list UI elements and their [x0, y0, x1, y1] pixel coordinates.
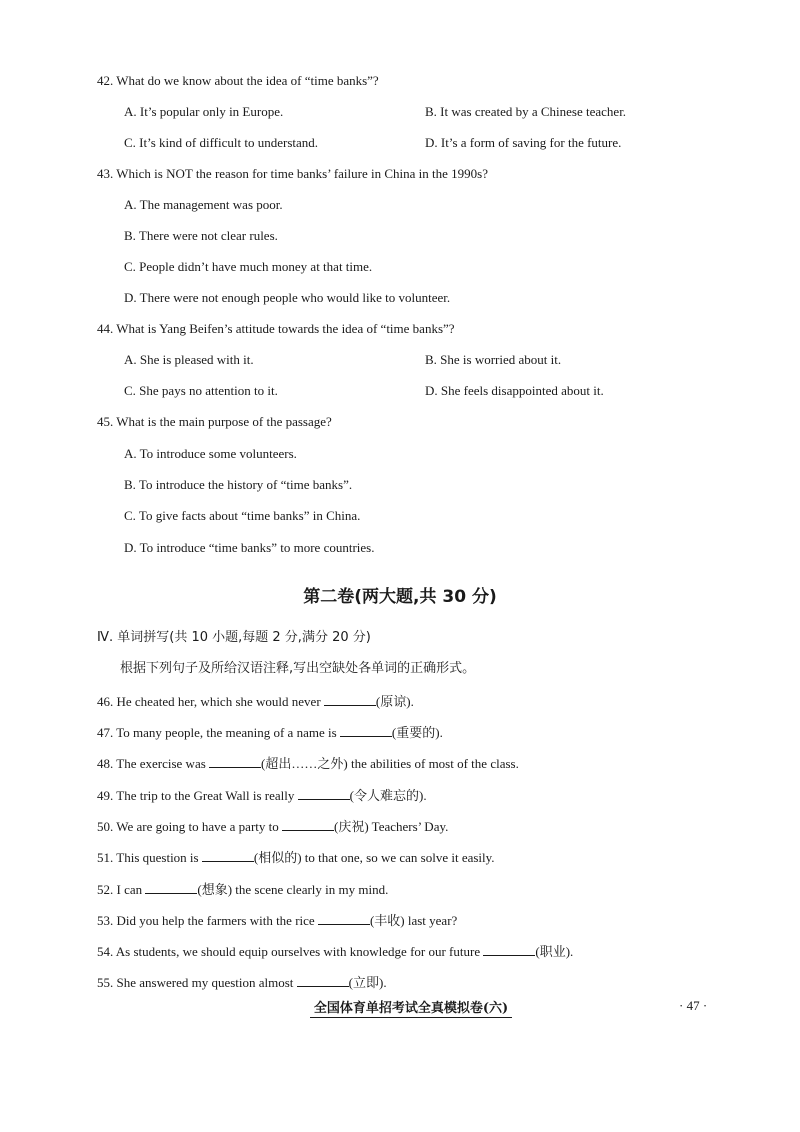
- option-45d: D. To introduce “time banks” to more countries.: [124, 540, 375, 555]
- option-43c: C. People didn’t have much money at that time.: [124, 259, 373, 274]
- answer-blank-47[interactable]: [340, 723, 392, 737]
- part2-heading: 第二卷(两大题,共 30 分): [303, 587, 497, 607]
- section4-instruction: 根据下列句子及所给汉语注释,写出空缺处各单词的正确形式。: [120, 661, 476, 676]
- question-43: 43. Which is NOT the reason for time banks’ failure in China in the 1990s?: [97, 166, 488, 181]
- item-46: 46. He cheated her, which she would never (原谅).: [97, 694, 414, 709]
- question-44: 44. What is Yang Beifen’s attitude towards the idea of “time banks”?: [97, 321, 455, 336]
- option-43d: D. There were not enough people who would like to volunteer.: [124, 290, 451, 305]
- option-43b: B. There were not clear rules.: [124, 228, 278, 243]
- page-number: · 47 ·: [679, 998, 708, 1013]
- option-42a: A. It’s popular only in Europe.: [124, 104, 284, 119]
- item-54: 54. As students, we should equip ourselves with knowledge for our future (职业).: [97, 944, 574, 959]
- item-53: 53. Did you help the farmers with the rice (丰收) last year?: [97, 913, 458, 928]
- answer-blank-55[interactable]: [297, 973, 349, 987]
- item-52: 52. I can (想象) the scene clearly in my mind.: [97, 882, 389, 897]
- option-43a: A. The management was poor.: [124, 197, 283, 212]
- question-42: 42. What do we know about the idea of “time banks”?: [97, 73, 379, 88]
- item-49: 49. The trip to the Great Wall is really (令人难忘的).: [97, 788, 427, 803]
- answer-blank-50[interactable]: [282, 817, 334, 831]
- section4-title: Ⅳ. 单词拼写(共 10 小题,每题 2 分,满分 20 分): [97, 630, 371, 645]
- answer-blank-46[interactable]: [324, 692, 376, 706]
- item-50: 50. We are going to have a party to (庆祝) Teachers’ Day.: [97, 819, 449, 834]
- answer-blank-53[interactable]: [318, 911, 370, 925]
- option-44c: C. She pays no attention to it.: [124, 383, 278, 398]
- item-48: 48. The exercise was (超出……之外) the abilities of most of the class.: [97, 756, 519, 771]
- footer-title: 全国体育单招考试全真模拟卷(六): [310, 997, 512, 1018]
- option-45a: A. To introduce some volunteers.: [124, 446, 297, 461]
- option-44d: D. She feels disappointed about it.: [425, 383, 604, 398]
- answer-blank-49[interactable]: [298, 786, 350, 800]
- question-45: 45. What is the main purpose of the passage?: [97, 414, 332, 429]
- item-51: 51. This question is (相似的) to that one, so we can solve it easily.: [97, 850, 495, 865]
- option-42b: B. It was created by a Chinese teacher.: [425, 104, 627, 119]
- answer-blank-48[interactable]: [209, 754, 261, 768]
- item-47: 47. To many people, the meaning of a name is (重要的).: [97, 725, 443, 740]
- option-45b: B. To introduce the history of “time banks”.: [124, 477, 353, 492]
- answer-blank-54[interactable]: [483, 942, 535, 956]
- option-45c: C. To give facts about “time banks” in China.: [124, 508, 361, 523]
- item-55: 55. She answered my question almost (立即).: [97, 975, 387, 990]
- option-44b: B. She is worried about it.: [425, 352, 562, 367]
- option-42d: D. It’s a form of saving for the future.: [425, 135, 622, 150]
- answer-blank-52[interactable]: [145, 880, 197, 894]
- option-42c: C. It’s kind of difficult to understand.: [124, 135, 319, 150]
- option-44a: A. She is pleased with it.: [124, 352, 254, 367]
- answer-blank-51[interactable]: [202, 848, 254, 862]
